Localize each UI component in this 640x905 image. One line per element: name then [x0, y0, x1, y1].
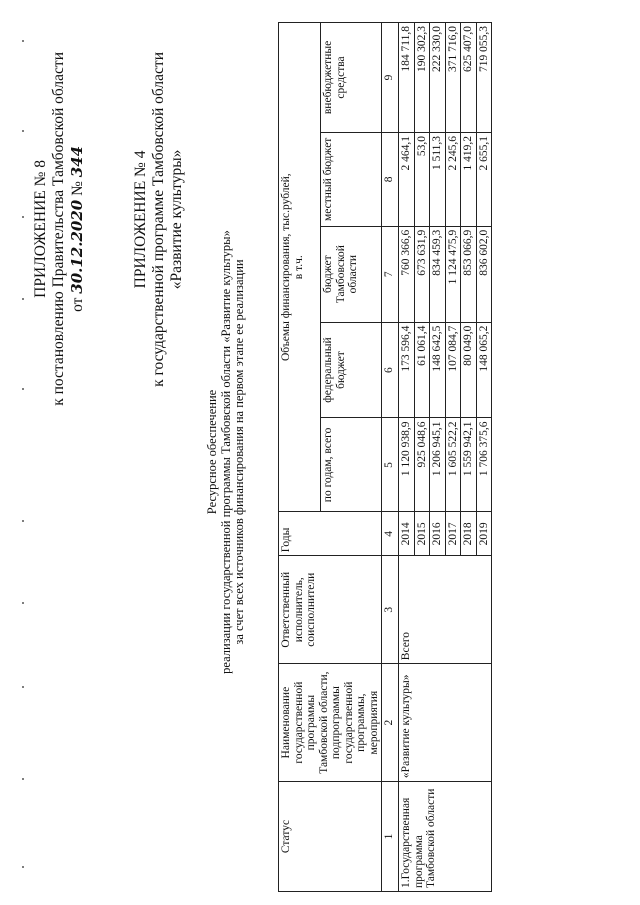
index-cell: 4	[382, 512, 399, 556]
federal-cell: 148 642,5	[430, 322, 446, 418]
handwritten-number: 344	[68, 145, 86, 178]
header-executor: Ответственный исполнитель, соисполнители	[279, 556, 382, 664]
document-title	[206, 12, 247, 892]
total-cell: 1 120 938,9	[399, 418, 415, 512]
index-cell: 5	[382, 418, 399, 512]
total-cell: 1 605 522,2	[445, 418, 461, 512]
index-cell: 8	[382, 132, 399, 226]
extra-cell: 625 407,0	[461, 23, 477, 133]
regional-cell: 836 602,0	[476, 226, 492, 322]
header-volume-text: Объемы финансирования, тыс.рублей,	[280, 173, 292, 362]
local-cell: 2 464,1	[399, 132, 415, 226]
header-years: Годы	[279, 512, 382, 556]
from-label: от	[69, 297, 86, 312]
resource-table	[278, 22, 492, 892]
year-cell: 2015	[414, 512, 430, 556]
status-cell: 1.Государственная программа Тамбовской области	[399, 782, 492, 892]
total-cell: 1 206 945,1	[430, 418, 446, 512]
header-volume	[279, 23, 321, 512]
table-row	[399, 23, 415, 892]
index-cell: 6	[382, 322, 399, 418]
regional-cell: 1 124 475,9	[445, 226, 461, 322]
year-cell: 2017	[445, 512, 461, 556]
regional-cell: 760 366,6	[399, 226, 415, 322]
header-regional: бюджет Тамбовской области	[321, 226, 382, 322]
federal-cell: 80 049,0	[461, 322, 477, 418]
local-cell: 53,0	[414, 132, 430, 226]
index-row	[382, 23, 399, 892]
regional-cell: 853 066,9	[461, 226, 477, 322]
federal-cell: 173 596,4	[399, 322, 415, 418]
handwritten-date: 30.12.2020	[68, 199, 86, 294]
appendix-8-title: ПРИЛОЖЕНИЕ № 8	[32, 159, 49, 298]
appendix-4-line2: «Развитие культуры»	[168, 149, 185, 290]
total-cell: 1 559 942,1	[461, 418, 477, 512]
appendix-8-block	[32, 52, 87, 406]
total-cell: 925 048,6	[414, 418, 430, 512]
appendix-4-title: ПРИЛОЖЕНИЕ № 4	[132, 150, 149, 289]
rotated-content	[20, 12, 620, 892]
executor-cell: Всего	[399, 556, 492, 664]
local-cell: 2 245,6	[445, 132, 461, 226]
extra-cell: 371 716,0	[445, 23, 461, 133]
year-cell: 2014	[399, 512, 415, 556]
header-local: местный бюджет	[321, 132, 382, 226]
extra-cell: 719 055,3	[476, 23, 492, 133]
index-cell: 3	[382, 556, 399, 664]
federal-cell: 61 061,4	[414, 322, 430, 418]
index-cell: 7	[382, 226, 399, 322]
title-line3: за счет всех источников финансирования на первом этапе ее реализации	[232, 259, 246, 645]
federal-cell: 107 084,7	[445, 322, 461, 418]
federal-cell: 148 065,2	[476, 322, 492, 418]
year-cell: 2016	[430, 512, 446, 556]
regional-cell: 673 631,9	[414, 226, 430, 322]
index-cell: 1	[382, 782, 399, 892]
index-cell: 9	[382, 23, 399, 133]
header-extra: внебюджетные средства	[321, 23, 382, 133]
total-cell: 1 706 375,6	[476, 418, 492, 512]
extra-cell: 222 330,0	[430, 23, 446, 133]
header-name: Наименование государственной программы Тамбовской области, подпрограммы государственной программы, мероприятия	[279, 664, 382, 782]
header-incl: в т.ч.	[292, 255, 305, 280]
year-cell: 2019	[476, 512, 492, 556]
appendix-4-block	[132, 52, 186, 387]
extra-cell: 184 711,8	[399, 23, 415, 133]
index-cell: 2	[382, 664, 399, 782]
title-line2: реализации государственной программы Тамбовской области «Развитие культуры»	[218, 230, 233, 674]
regional-cell: 834 459,3	[430, 226, 446, 322]
title-line1: Ресурсное обеспечение	[205, 389, 219, 515]
appendix-4-line1: к государственной программе Тамбовской области	[150, 52, 167, 387]
local-cell: 2 655,1	[476, 132, 492, 226]
header-federal: федеральный бюджет	[321, 322, 382, 418]
appendix-8-line1: к постановлению Правительства Тамбовской области	[50, 52, 67, 406]
local-cell: 1 419,2	[461, 132, 477, 226]
extra-cell: 190 302,3	[414, 23, 430, 133]
local-cell: 1 511,3	[430, 132, 446, 226]
appendix-8-date-line	[68, 52, 87, 406]
program-name-cell: «Развитие культуры»	[399, 664, 492, 782]
year-cell: 2018	[461, 512, 477, 556]
header-status: Статус	[279, 782, 382, 892]
header-total: по годам, всего	[321, 418, 382, 512]
number-label: №	[69, 181, 86, 196]
